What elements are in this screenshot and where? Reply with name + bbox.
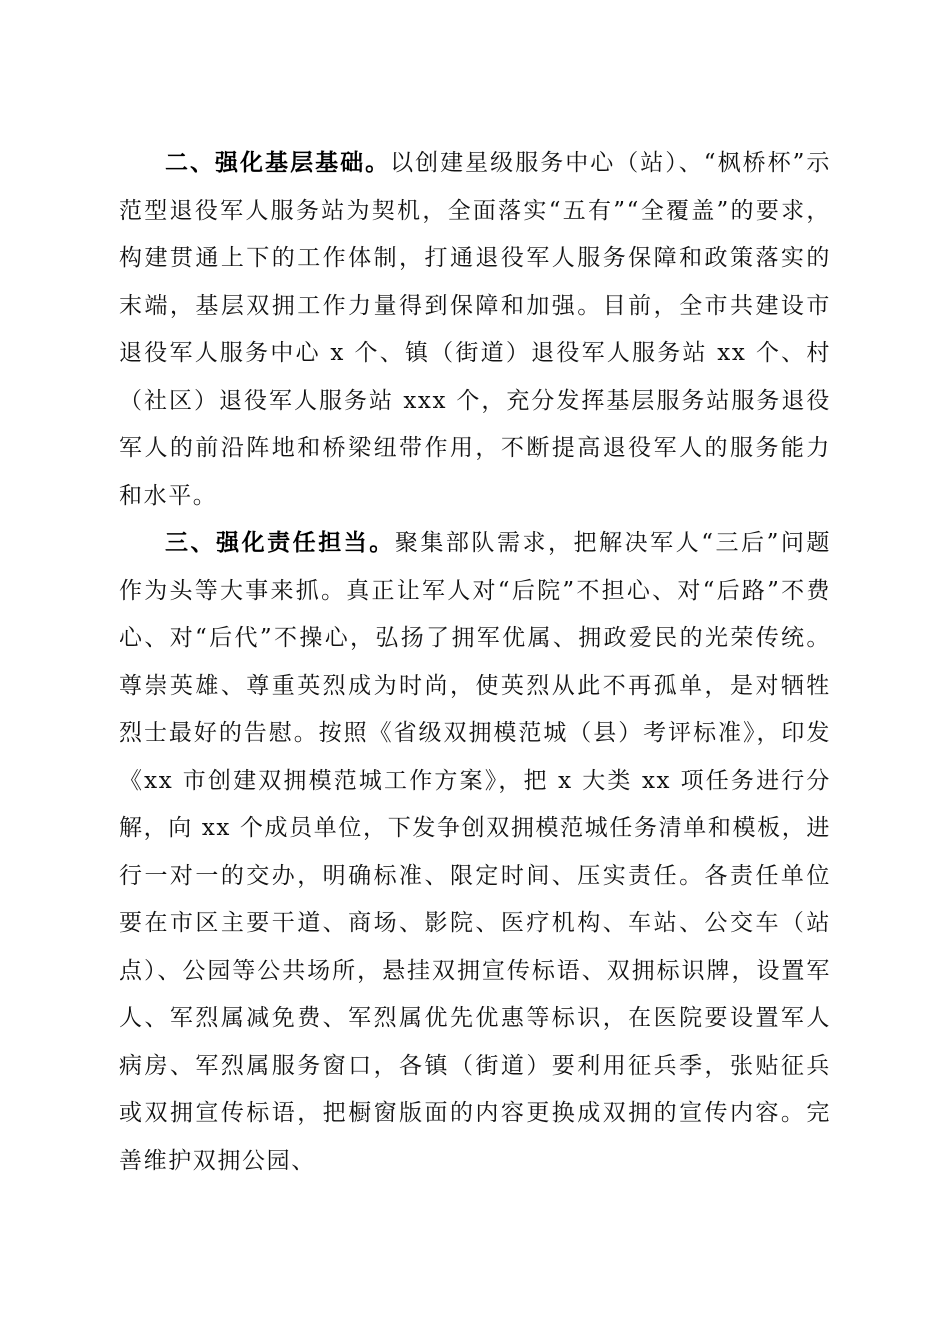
paragraph-text-grassroots: 以创建星级服务中心（站）、“枫桥杯”示范型退役军人服务站为契机，全面落实“五有”“全覆盖”的要求，构建贯通上下的工作体制，打通退役军人服务保障和政策落实的末端，基层双拥工作力量得到保障和加强。目前，全市共建设市退役军人服务中心 x 个、镇（街道）退役军人服务站 xx 个、村（社区）退役军人服务站 xxx 个，充分发挥基层服务站服务退役军人的前沿阵地和桥梁纽带作用，不断提高退役军人的服务能力和水平。 [119,150,831,509]
paragraph-strengthen-responsibility [119,520,831,1185]
section-heading-responsibility: 三、强化责任担当。 [165,530,395,556]
paragraph-strengthen-grassroots [119,140,831,520]
section-heading-grassroots: 二、强化基层基础。 [165,150,391,176]
document-body [119,140,831,1185]
paragraph-text-responsibility: 聚集部队需求，把解决军人“三后”问题作为头等大事来抓。真正让军人对“后院”不担心、对“后路”不费心、对“后代”不操心，弘扬了拥军优属、拥政爱民的光荣传统。尊崇英雄、尊重英烈成为时尚，使英烈从此不再孤单，是对牺牲烈士最好的告慰。按照《省级双拥模范城（县）考评标准》，印发《xx 市创建双拥模范城工作方案》，把 x 大类 xx 项任务进行分解，向 xx 个成员单位，下发争创双拥模范城任务清单和模板，进行一对一的交办，明确标准、限定时间、压实责任。各责任单位要在市区主要干道、商场、影院、医疗机构、车站、公交车（站点）、公园等公共场所，悬挂双拥宣传标语、双拥标识牌，设置军人、军烈属减免费、军烈属优先优惠等标识，在医院要设置军人病房、军烈属服务窗口，各镇（街道）要利用征兵季，张贴征兵或双拥宣传标语，把橱窗版面的内容更换成双拥的宣传内容。完善维护双拥公园、 [119,530,831,1174]
